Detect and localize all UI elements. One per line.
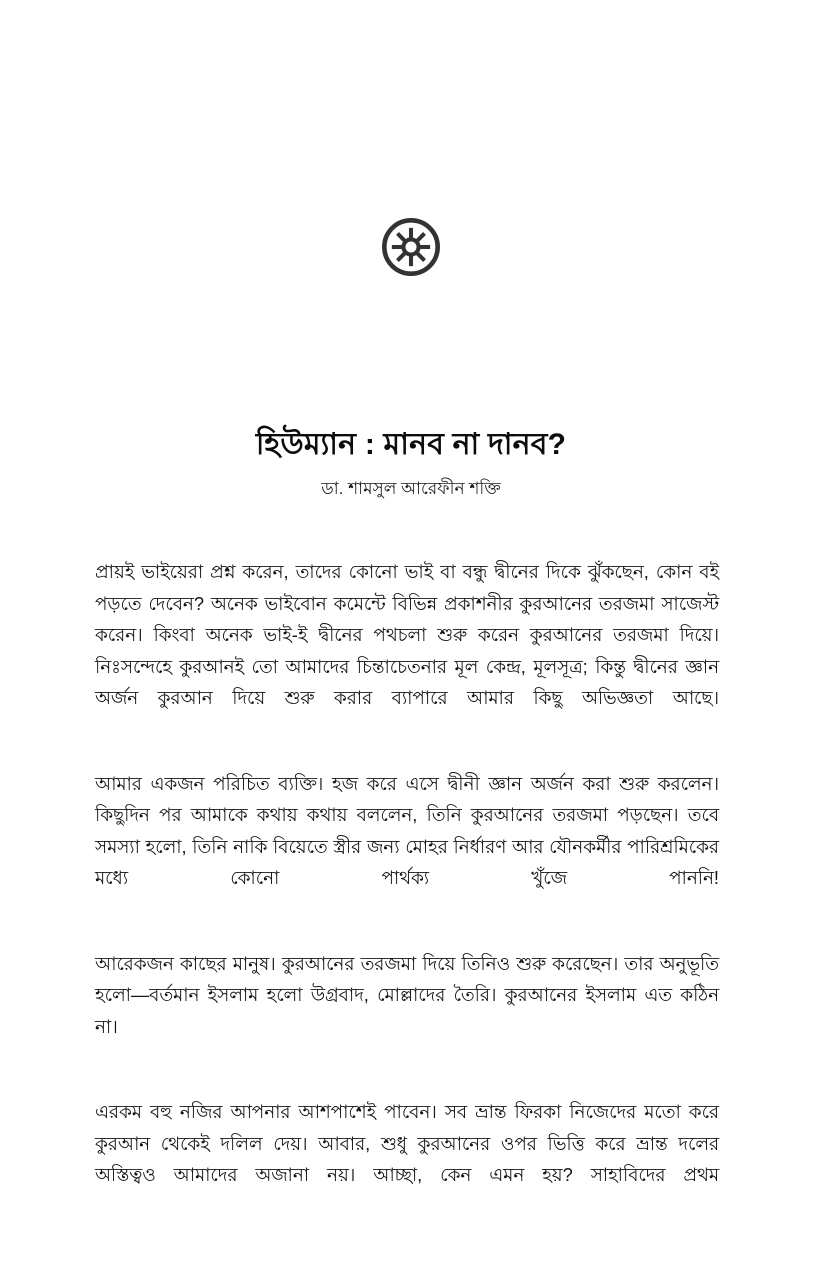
paragraph: প্রায়ই ভাইয়েরা প্রশ্ন করেন, তাদের কোনো ভাই বা বন্ধু দ্বীনের দিকে ঝুঁকছেন, কোন বই পড়তে দেবেন? অনেক ভাইবোন কমেন্টে বিভিন্ন প্রকাশনীর কুরআনের তরজমা সাজেস্ট করেন। কিংবা অনেক ভাই-ই দ্বীনের পথচলা শুরু করেন কুরআনের তরজমা দিয়ে। নিঃসন্দেহে কুরআনই তো আমাদের চিন্তাচেতনার মূল কেন্দ্র, মূলসূত্র; কিন্তু দ্বীনের জ্ঞান অর্জন কুরআন দিয়ে শুরু করার ব্যাপারে আমার কিছু অভিজ্ঞতা আছে। — [95, 561, 719, 709]
paragraph: আরেকজন কাছের মানুষ। কুরআনের তরজমা দিয়ে তিনিও শুরু করেছেন। তার অনুভূতি হলো—বর্তমান ইসলাম হলো উগ্রবাদ, মোল্লাদের তৈরি। কুরআনের ইসলাম এত কঠিন না। — [95, 952, 719, 1037]
title-block — [0, 426, 822, 500]
body-text — [95, 556, 719, 1222]
author-byline: ডা. শামসুল আরেফীন শক্তি — [321, 478, 501, 498]
paragraph: আমার একজন পরিচিত ব্যক্তি। হজ করে এসে দ্বীনী জ্ঞান অর্জন করা শুরু করলেন। কিছুদিন পর আমাকে কথায় কথায় বললেন, তিনি কুরআনের তরজমা পড়ছেন। তবে সমস্যা হলো, তিনি নাকি বিয়েতে স্ত্রীর জন্য মোহর নির্ধারণ আর যৌনকর্মীর পারিশ্রমিকের মধ্যে কোনো পার্থক্য খুঁজে পাননি! — [95, 772, 719, 889]
ornament-container — [0, 218, 822, 276]
paragraph: এরকম বহু নজির আপনার আশপাশেই পাবেন। সব ভ্রান্ত ফিরকা নিজেদের মতো করে কুরআন থেকেই দলিল দেয়। আবার, শুধু কুরআনের ওপর ভিত্তি করে ভ্রান্ত দলের অস্তিত্বও আমাদের অজানা নয়। আচ্ছা, কেন এমন হয়? সাহাবিদের প্রথম — [95, 1100, 719, 1186]
flower-wheel-ornament — [382, 218, 440, 276]
page-title: হিউম্যান : মানব না দানব? — [255, 428, 567, 461]
